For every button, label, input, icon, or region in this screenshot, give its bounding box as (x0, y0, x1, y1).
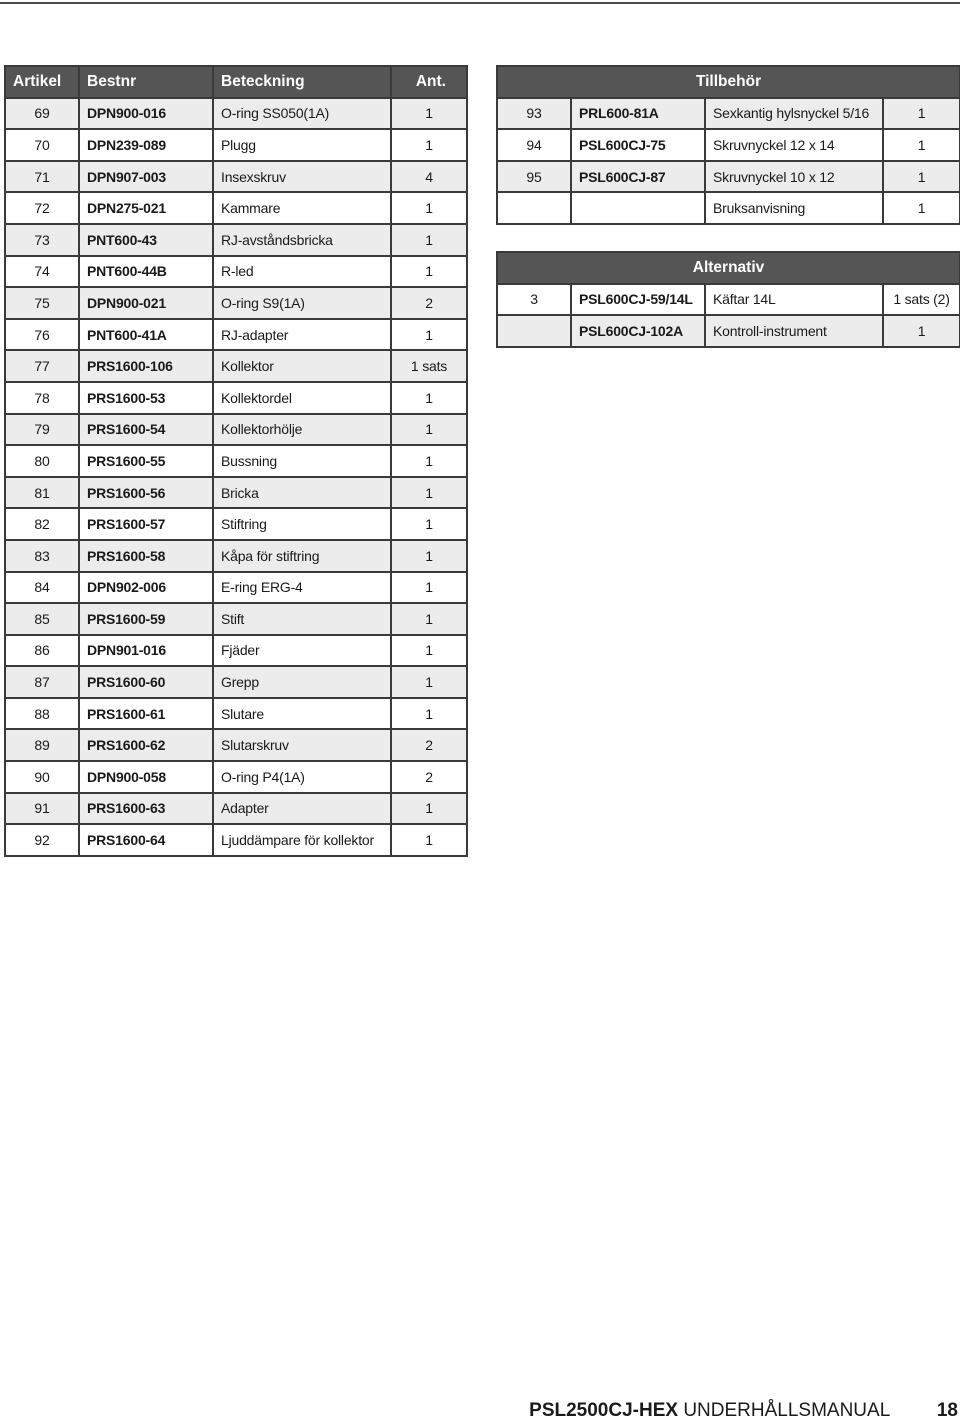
ant-cell: 1 (883, 129, 960, 161)
artikel-cell: 77 (5, 350, 79, 382)
beteckning-cell: Kontroll-instrument (705, 315, 883, 347)
page-number: 18 (936, 1400, 958, 1421)
table-row (5, 287, 467, 319)
beteckning-cell: Bricka (213, 477, 391, 509)
table-row (5, 793, 467, 825)
beteckning-cell: Kammare (213, 192, 391, 224)
bestnr-cell: DPN900-021 (79, 287, 213, 319)
ant-cell: 1 (391, 98, 467, 130)
table-row (5, 698, 467, 730)
beteckning-cell: E-ring ERG-4 (213, 572, 391, 604)
artikel-cell: 80 (5, 445, 79, 477)
alternativ-header-row (497, 252, 960, 284)
artikel-cell (497, 192, 571, 224)
artikel-cell: 74 (5, 256, 79, 288)
artikel-cell: 93 (497, 98, 571, 130)
ant-cell: 1 (391, 698, 467, 730)
ant-cell: 1 (391, 192, 467, 224)
artikel-cell: 88 (5, 698, 79, 730)
ant-cell: 1 (883, 98, 960, 130)
artikel-cell: 3 (497, 284, 571, 316)
parts-table-header (5, 66, 467, 98)
bestnr-cell: DPN902-006 (79, 572, 213, 604)
bestnr-cell: PRS1600-62 (79, 729, 213, 761)
beteckning-cell: Stift (213, 603, 391, 635)
beteckning-cell: RJ-avståndsbricka (213, 224, 391, 256)
bestnr-cell: DPN239-089 (79, 129, 213, 161)
table-row (5, 729, 467, 761)
bestnr-cell: DPN901-016 (79, 635, 213, 667)
beteckning-cell: Ljuddämpare för kollektor (213, 824, 391, 856)
table-row (497, 192, 960, 224)
ant-cell: 1 (391, 603, 467, 635)
ant-cell: 1 (391, 319, 467, 351)
artikel-cell: 72 (5, 192, 79, 224)
parts-table (4, 65, 468, 857)
bestnr-cell: PRS1600-60 (79, 666, 213, 698)
artikel-cell: 84 (5, 572, 79, 604)
header-bestnr: Bestnr (79, 66, 213, 98)
bestnr-cell: PSL600CJ-59/14L (571, 284, 705, 316)
ant-cell: 1 (391, 572, 467, 604)
bestnr-cell: PRL600-81A (571, 98, 705, 130)
ant-cell: 1 (391, 445, 467, 477)
bestnr-cell: PNT600-41A (79, 319, 213, 351)
table-row (5, 192, 467, 224)
bestnr-cell: PRS1600-58 (79, 540, 213, 572)
page-footer (529, 1400, 958, 1422)
artikel-cell: 71 (5, 161, 79, 193)
bestnr-cell: DPN900-058 (79, 761, 213, 793)
beteckning-cell: Slutarskruv (213, 729, 391, 761)
bestnr-cell: PRS1600-56 (79, 477, 213, 509)
ant-cell: 1 (391, 540, 467, 572)
beteckning-cell: O-ring S9(1A) (213, 287, 391, 319)
header-ant: Ant. (391, 66, 467, 98)
ant-cell: 1 (391, 256, 467, 288)
ant-cell: 1 (391, 635, 467, 667)
table-row (497, 284, 960, 316)
artikel-cell: 76 (5, 319, 79, 351)
artikel-cell: 78 (5, 382, 79, 414)
table-row (5, 635, 467, 667)
beteckning-cell: O-ring P4(1A) (213, 761, 391, 793)
artikel-cell: 82 (5, 508, 79, 540)
bestnr-cell: PRS1600-53 (79, 382, 213, 414)
ant-cell: 1 (391, 666, 467, 698)
bestnr-cell: PRS1600-61 (79, 698, 213, 730)
beteckning-cell: Fjäder (213, 635, 391, 667)
table-row (497, 315, 960, 347)
alternativ-title: Alternativ (497, 252, 960, 284)
header-artikel: Artikel (5, 66, 79, 98)
ant-cell: 1 (883, 192, 960, 224)
ant-cell: 1 (391, 793, 467, 825)
beteckning-cell: Stiftring (213, 508, 391, 540)
beteckning-cell: Grepp (213, 666, 391, 698)
bestnr-cell: PRS1600-64 (79, 824, 213, 856)
table-row (5, 666, 467, 698)
table-row (5, 98, 467, 130)
ant-cell: 1 (391, 824, 467, 856)
bestnr-cell: DPN275-021 (79, 192, 213, 224)
section-spacer (497, 224, 960, 252)
footer-manual-title: UNDERHÅLLSMANUAL (683, 1400, 890, 1421)
artikel-cell: 89 (5, 729, 79, 761)
bestnr-cell: PRS1600-57 (79, 508, 213, 540)
table-row (5, 824, 467, 856)
beteckning-cell: Kollektordel (213, 382, 391, 414)
artikel-cell: 69 (5, 98, 79, 130)
table-row (5, 508, 467, 540)
bestnr-cell: DPN907-003 (79, 161, 213, 193)
bestnr-cell: PRS1600-59 (79, 603, 213, 635)
beteckning-cell: Skruvnyckel 10 x 12 (705, 161, 883, 193)
bestnr-cell: PNT600-43 (79, 224, 213, 256)
beteckning-cell: Kollektor (213, 350, 391, 382)
table-row (5, 603, 467, 635)
beteckning-cell: Kollektorhölje (213, 414, 391, 446)
beteckning-cell: Plugg (213, 129, 391, 161)
beteckning-cell: Bussning (213, 445, 391, 477)
ant-cell: 1 (391, 414, 467, 446)
table-row (497, 161, 960, 193)
ant-cell: 2 (391, 287, 467, 319)
artikel-cell: 73 (5, 224, 79, 256)
beteckning-cell: Bruksanvisning (705, 192, 883, 224)
ant-cell: 1 (391, 508, 467, 540)
beteckning-cell: O-ring SS050(1A) (213, 98, 391, 130)
ant-cell: 1 (391, 129, 467, 161)
table-row (5, 382, 467, 414)
beteckning-cell: Slutare (213, 698, 391, 730)
bestnr-cell: PRS1600-106 (79, 350, 213, 382)
artikel-cell: 91 (5, 793, 79, 825)
bestnr-cell: PSL600CJ-102A (571, 315, 705, 347)
beteckning-cell: Adapter (213, 793, 391, 825)
bestnr-cell: DPN900-016 (79, 98, 213, 130)
ant-cell: 2 (391, 761, 467, 793)
ant-cell: 2 (391, 729, 467, 761)
ant-cell: 1 (391, 224, 467, 256)
table-row (5, 161, 467, 193)
table-row (5, 761, 467, 793)
table-row (5, 540, 467, 572)
beteckning-cell: Kåpa för stiftring (213, 540, 391, 572)
top-rule (0, 2, 960, 4)
table-row (5, 129, 467, 161)
beteckning-cell: Skruvnyckel 12 x 14 (705, 129, 883, 161)
beteckning-cell: Insexskruv (213, 161, 391, 193)
artikel-cell: 81 (5, 477, 79, 509)
table-row (5, 445, 467, 477)
artikel-cell: 83 (5, 540, 79, 572)
header-beteckning: Beteckning (213, 66, 391, 98)
beteckning-cell: R-led (213, 256, 391, 288)
table-row (497, 98, 960, 130)
artikel-cell: 92 (5, 824, 79, 856)
artikel-cell: 90 (5, 761, 79, 793)
artikel-cell: 85 (5, 603, 79, 635)
bestnr-cell: PRS1600-54 (79, 414, 213, 446)
bestnr-cell: PSL600CJ-75 (571, 129, 705, 161)
ant-cell: 1 (391, 382, 467, 414)
table-row (5, 224, 467, 256)
artikel-cell: 86 (5, 635, 79, 667)
artikel-cell: 75 (5, 287, 79, 319)
bestnr-cell: PRS1600-63 (79, 793, 213, 825)
bestnr-cell: PNT600-44B (79, 256, 213, 288)
beteckning-cell: Sexkantig hylsnyckel 5/16 (705, 98, 883, 130)
ant-cell: 1 (883, 161, 960, 193)
table-row (5, 350, 467, 382)
table-row (5, 256, 467, 288)
bestnr-cell (571, 192, 705, 224)
artikel-cell (497, 315, 571, 347)
table-row (497, 129, 960, 161)
ant-cell: 1 sats (391, 350, 467, 382)
artikel-cell: 70 (5, 129, 79, 161)
ant-cell: 1 (391, 477, 467, 509)
tillbehor-title: Tillbehör (497, 66, 960, 98)
ant-cell: 1 sats (2) (883, 284, 960, 316)
artikel-cell: 79 (5, 414, 79, 446)
beteckning-cell: RJ-adapter (213, 319, 391, 351)
artikel-cell: 95 (497, 161, 571, 193)
bestnr-cell: PRS1600-55 (79, 445, 213, 477)
accessories-table (496, 65, 960, 348)
spacer-cell (497, 224, 960, 252)
artikel-cell: 87 (5, 666, 79, 698)
table-row (5, 319, 467, 351)
tillbehor-header-row (497, 66, 960, 98)
beteckning-cell: Käftar 14L (705, 284, 883, 316)
bestnr-cell: PSL600CJ-87 (571, 161, 705, 193)
table-row (5, 477, 467, 509)
ant-cell: 1 (883, 315, 960, 347)
ant-cell: 4 (391, 161, 467, 193)
artikel-cell: 94 (497, 129, 571, 161)
table-row (5, 572, 467, 604)
table-row (5, 414, 467, 446)
footer-model: PSL2500CJ-HEX (529, 1400, 679, 1421)
